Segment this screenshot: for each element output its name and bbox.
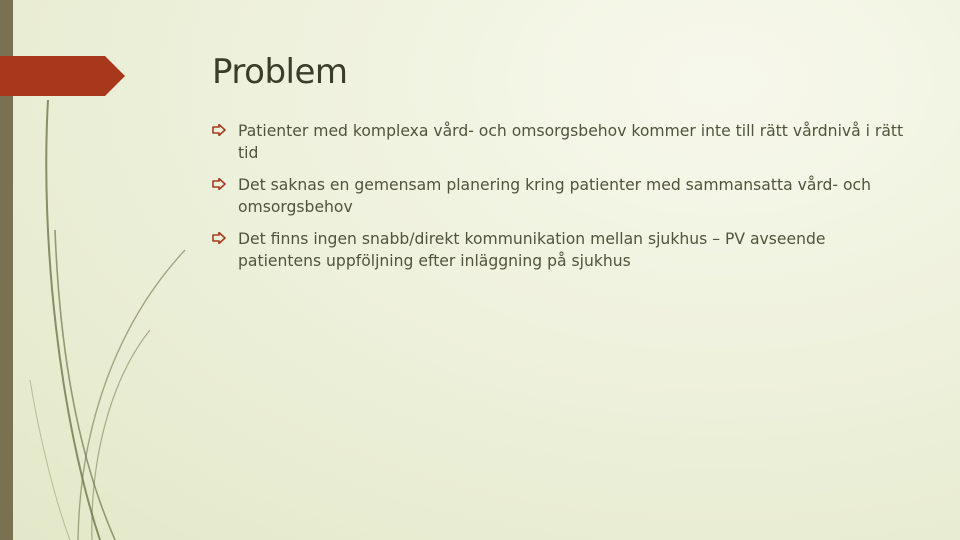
arrow-right-icon bbox=[212, 178, 226, 190]
bullet-text: Patienter med komplexa vård- och omsorgsbehov kommer inte till rätt vårdnivå i rätt tid bbox=[238, 122, 904, 162]
bullet-item bbox=[212, 228, 912, 272]
slide-title: Problem bbox=[212, 52, 348, 92]
title-accent-tab bbox=[0, 56, 125, 96]
bullet-item bbox=[212, 120, 912, 164]
bullet-list bbox=[212, 120, 912, 282]
arrow-right-icon bbox=[212, 232, 226, 244]
bullet-text: Det finns ingen snabb/direkt kommunikation mellan sjukhus – PV avseende patientens uppföljning efter inläggning på sjukhus bbox=[238, 230, 826, 270]
bullet-item bbox=[212, 174, 912, 218]
bullet-text: Det saknas en gemensam planering kring patienter med sammansatta vård- och omsorgsbehov bbox=[238, 176, 871, 216]
arrow-right-icon bbox=[212, 124, 226, 136]
